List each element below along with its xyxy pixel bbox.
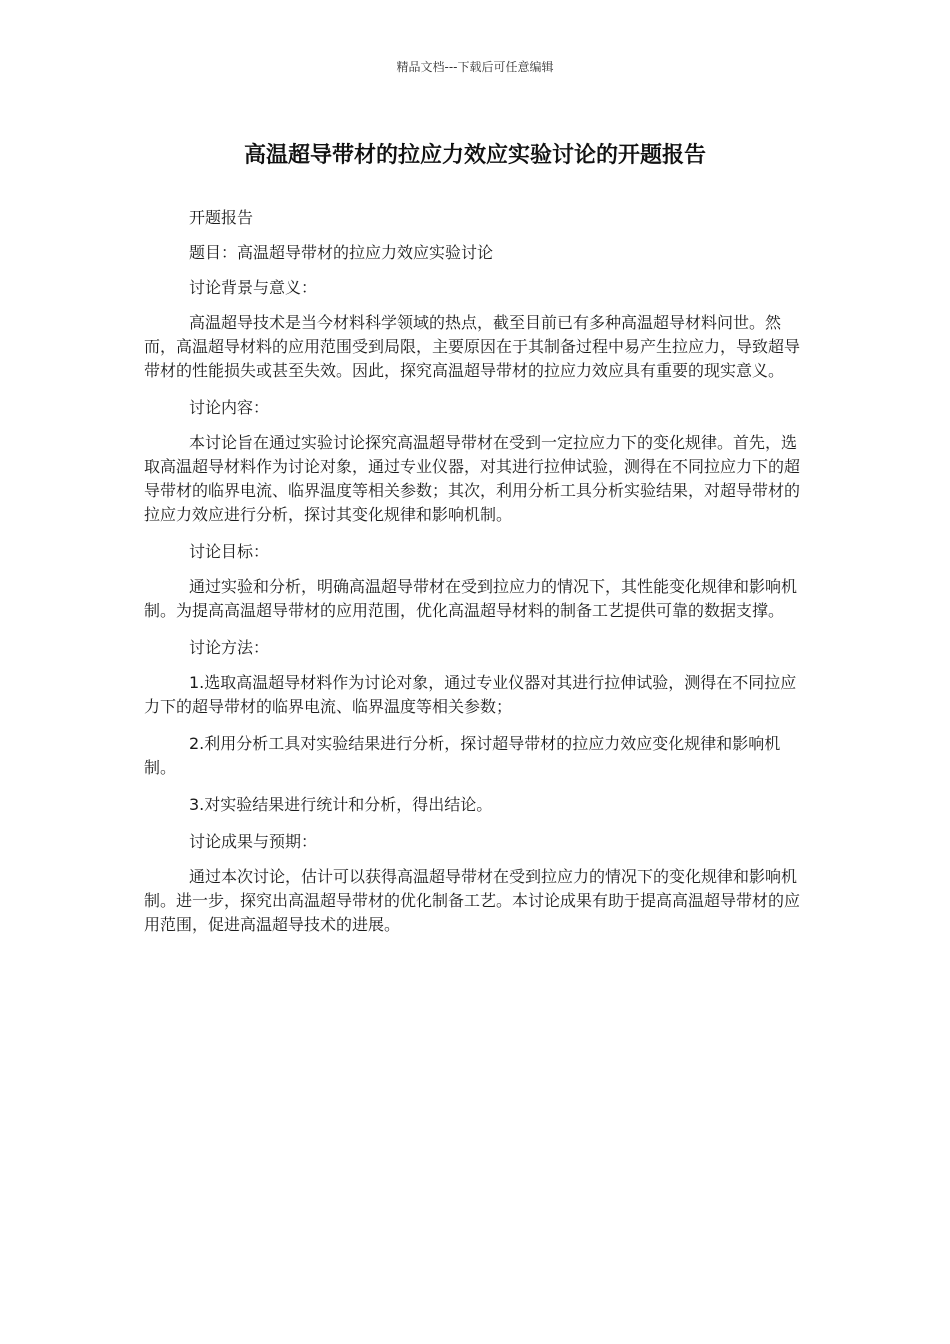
heading-content: 讨论内容： xyxy=(189,398,270,417)
header-note: 精品文档---下载后可任意编辑 xyxy=(396,60,554,74)
paragraph-content: 本讨论旨在通过实验讨论探究高温超导带材在受到一定拉应力下的变化规律。首先，选取高温超导材料作为讨论对象，通过专业仪器，对其进行拉伸试验，测得在不同拉应力下的超导带材的临界电流、临界温度等相关参数；其次，利用分析工具分析实验结果，对超导带材的拉应力效应进行分析，探讨其变化规律和影响机制。 xyxy=(144,433,801,524)
method-item-3: 3.对实验结果进行统计和分析，得出结论。 xyxy=(189,795,493,814)
method-item-2: 2.利用分析工具对实验结果进行分析，探讨超导带材的拉应力效应变化规律和影响机制。 xyxy=(144,734,781,777)
heading-goal: 讨论目标： xyxy=(189,542,270,561)
section-label-report: 开题报告 xyxy=(189,208,254,227)
document-body xyxy=(144,206,810,950)
paragraph-background: 高温超导技术是当今材料科学领域的热点，截至目前已有多种高温超导材料问世。然而，高温超导材料的应用范围受到局限，主要原因在于其制备过程中易产生拉应力，导致超导带材的性能损失或甚至失效。因此，探究高温超导带材的拉应力效应具有重要的现实意义。 xyxy=(144,313,801,380)
method-item-1: 1.选取高温超导材料作为讨论对象，通过专业仪器对其进行拉伸试验，测得在不同拉应力下的超导带材的临界电流、临界温度等相关参数； xyxy=(144,673,797,716)
heading-background: 讨论背景与意义： xyxy=(189,278,318,297)
heading-method: 讨论方法： xyxy=(189,638,270,657)
paragraph-outcome: 通过本次讨论，估计可以获得高温超导带材在受到拉应力的情况下的变化规律和影响机制。进一步，探究出高温超导带材的优化制备工艺。本讨论成果有助于提高高温超导带材的应用范围，促进高温超导技术的进展。 xyxy=(144,867,801,934)
topic-line: 题目：高温超导带材的拉应力效应实验讨论 xyxy=(189,243,494,262)
paragraph-goal: 通过实验和分析，明确高温超导带材在受到拉应力的情况下，其性能变化规律和影响机制。为提高高温超导带材的应用范围，优化高温超导材料的制备工艺提供可靠的数据支撑。 xyxy=(144,577,798,620)
heading-outcome: 讨论成果与预期： xyxy=(189,832,318,851)
document-title: 高温超导带材的拉应力效应实验讨论的开题报告 xyxy=(243,143,706,168)
